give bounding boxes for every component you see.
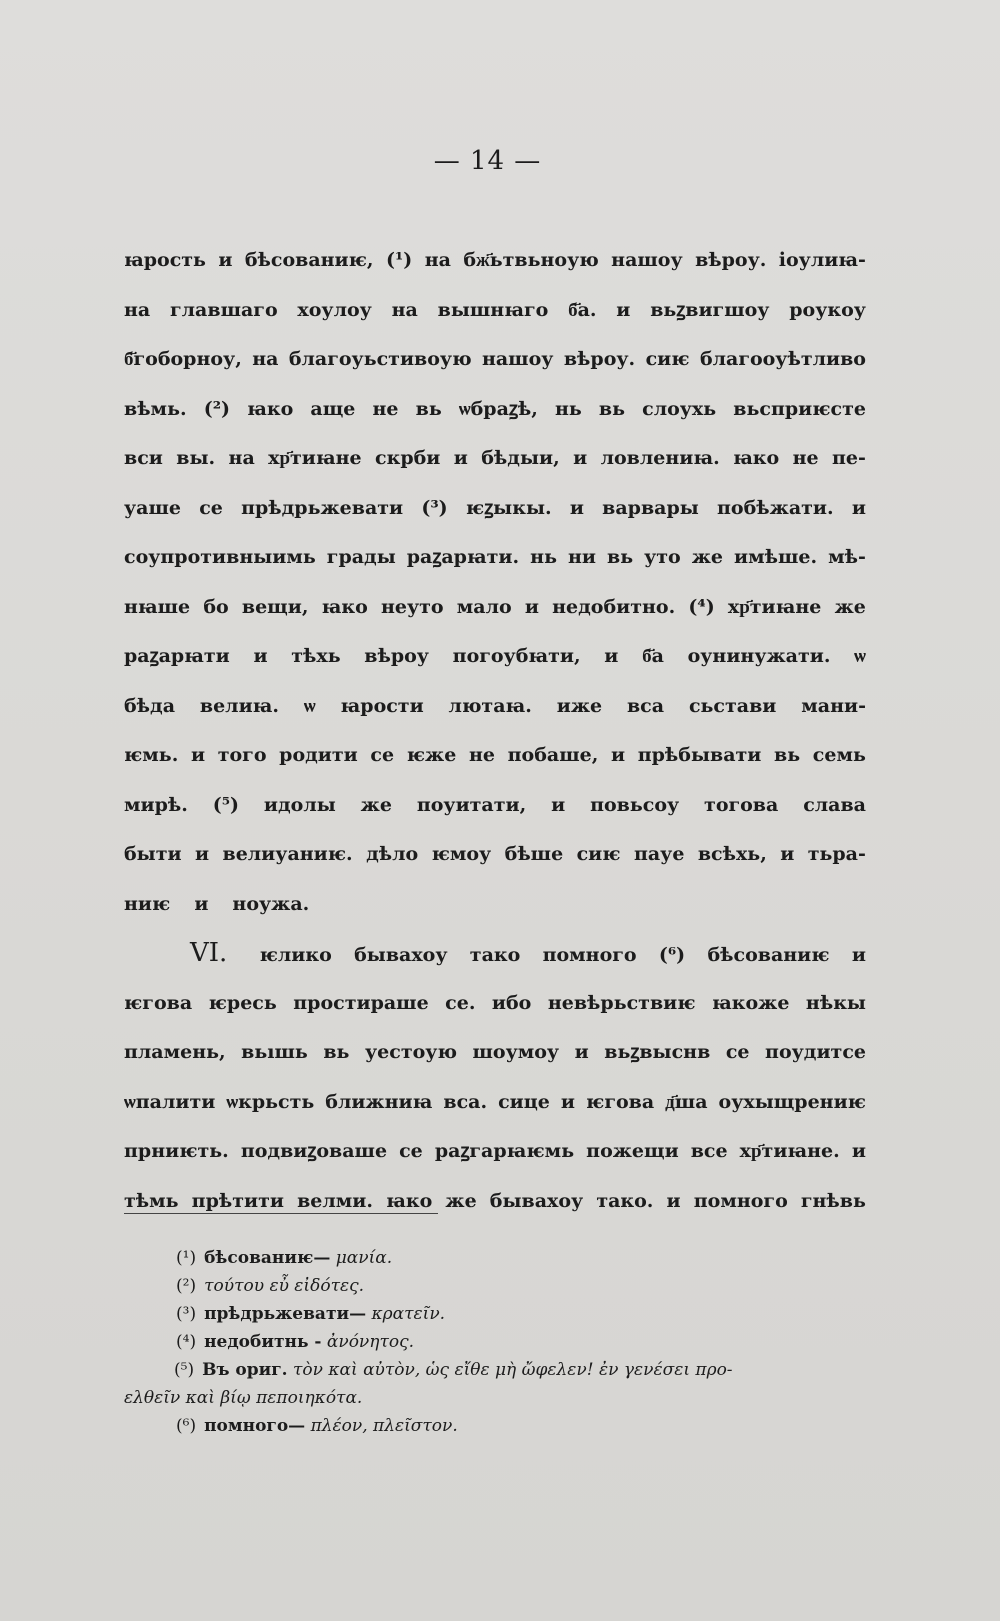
text-line [124,682,866,732]
word: ѥже [406,744,457,766]
word: семь [812,744,866,766]
word: помного [542,944,637,966]
word: на [228,447,255,469]
word: главшаго [170,298,278,321]
word: варвары [602,496,699,519]
word: и [851,1140,866,1162]
word: на [391,298,418,321]
word: же [445,1189,477,1212]
word: не [372,397,399,420]
word: нꙗше [124,595,191,618]
word: бж҃ьтвьноую [463,249,599,271]
word: се [199,496,223,519]
word: вь [415,397,442,420]
footnote-term: прѣдрьжевати— [204,1304,367,1324]
word: и [560,1090,575,1113]
footnote-greek: μανία. [335,1248,393,1268]
word: того [217,744,267,766]
word: шоумоу [472,1041,560,1063]
text-line [124,286,866,336]
word: на [252,348,279,370]
word: всѣхь, [697,843,767,865]
word: вь [598,397,625,420]
word: гнѣвь [800,1189,866,1212]
word: вьıшь [241,1041,308,1063]
word: родити [279,744,358,766]
word: и [218,249,233,271]
footnote-term: недобитнь - [204,1332,322,1352]
footnote-greek: τὸν καὶ αὐτὸν, ὡς εἴθε μὴ ὤφελεν! ἐν γενέσει προ- [293,1360,733,1380]
word: ꙗко [733,447,780,469]
word: бѣше [504,843,564,865]
word: ꙗрость [124,249,206,271]
text-line [124,434,866,484]
word: и [569,496,584,519]
word: нь [554,397,582,420]
text-line [124,929,866,979]
footnote [124,1244,866,1272]
word: хр҃тиꙗне [727,595,822,618]
footnote-greek: κρατεῖν. [371,1304,446,1324]
word: пламень, [124,1041,226,1063]
word: благооуѣтливо [699,348,866,370]
text-line [124,484,866,534]
word: мало [456,595,512,618]
word: и [190,744,206,766]
text-line [124,583,866,633]
footnote-marker: (³) [176,1304,197,1324]
word: имѣше. [734,546,818,568]
word: сиѥ [645,348,690,370]
text-line [124,632,866,682]
word: ѥгова [124,991,193,1014]
word: простираше [293,991,429,1014]
word: (⁶) [658,944,686,966]
word: ѡкрьсть [226,1090,315,1113]
word: подвиꙁоваше [240,1140,388,1162]
word: (⁴) [688,595,715,618]
word: уаше [124,496,181,519]
word: поуитати, [416,793,527,816]
word: іоулиꙗ- [778,249,866,271]
text-line [124,1127,866,1177]
footnote-greek: ἀνόνητος. [326,1332,415,1352]
page-number: — 14 — [433,146,542,176]
word: вѣмь. [124,397,187,420]
word: се [725,1041,750,1063]
footnotes [124,1244,866,1440]
word: (³) [421,496,448,519]
word: ꙗрости [340,694,424,717]
word: вы. [176,447,216,469]
word: ꙗкоже [712,991,790,1014]
word: роукоу [789,298,866,321]
text-line [124,1078,866,1128]
footnote-marker: (⁶) [176,1416,197,1436]
footnote-greek: πλέον, πλεῖστον. [310,1416,458,1436]
word: се [399,1140,423,1162]
word: вѣроу. [695,249,767,271]
word: соупротивныимь [124,546,316,568]
text-line [124,1177,866,1227]
footnote-term: бѣсованиѥ— [204,1248,331,1268]
word: бо [203,595,229,618]
word: мѣ- [828,546,866,568]
word: и [610,744,626,766]
word: и [616,298,631,321]
word: хр҃тиꙗне [268,447,362,469]
word: и [573,447,588,469]
word: велиꙗ. [199,694,280,717]
word: б҃а. [568,298,597,321]
word: прѣтити [191,1189,284,1212]
word: ѥмь. [124,744,179,766]
word: ноужа. [232,892,310,915]
footnote-marker: (⁴) [176,1332,197,1352]
word: ибо [491,991,532,1014]
body-text [124,236,866,1226]
word: вьꙁвыснв [604,1041,711,1063]
word: ѡбраꙁѣ, [458,397,538,420]
word: раꙁарꙗти. [406,546,520,568]
footnote-greek: τούτου εὖ εἰδότες. [204,1276,365,1296]
word: и [780,843,795,865]
word: вѣроу [364,645,429,667]
footnote [124,1356,866,1384]
text-line [124,979,866,1029]
word: поудитсе [765,1041,866,1063]
word: сьстави [688,694,777,717]
word: оунинужати. [687,645,831,667]
word: вещи, [241,595,309,618]
word: (⁵) [212,793,240,816]
word: вь [774,744,801,766]
word: сиѥ [576,843,621,865]
word: прниѥть. [124,1140,229,1162]
word: же [834,595,866,618]
footnote [124,1272,866,1300]
word: на [424,249,451,271]
word: бѣдыи, [481,447,560,469]
word: бывахоу [489,1189,584,1212]
word: нѣкы [805,991,866,1014]
word: пауе [633,843,685,865]
word: и [524,595,539,618]
word: вь [607,546,634,568]
word: невѣрьствиѥ [547,991,696,1014]
text-line [124,385,866,435]
word: слоухь [642,397,717,420]
word: не [468,744,495,766]
word: прѣдрьжевати [241,496,404,519]
word: мани- [801,694,866,717]
word: ѥлико [259,944,332,966]
word: вьсприѥсте [733,397,866,420]
word: же [691,546,724,568]
word: тако. [596,1189,654,1212]
footnote-term: Въ ориг. [202,1360,288,1380]
word: велми. [297,1189,373,1212]
word: нашоу [611,249,683,271]
word: уестоую [365,1041,457,1063]
word: (¹) [385,249,413,271]
word: и [604,645,619,667]
word: тогова [704,793,779,816]
word: ѡпалити [124,1090,216,1113]
word: се [370,744,395,766]
text-line [124,781,866,831]
footnote [124,1328,866,1356]
word: б҃а [642,645,664,667]
word: оухыщрениѥ [718,1090,866,1113]
text-line [124,830,866,880]
word: ѡ [303,694,316,717]
word: и [194,892,209,915]
word: грады [326,546,396,568]
word: побаше, [507,744,599,766]
word: велиуаниѥ. [222,843,353,865]
word: сице [498,1090,550,1113]
word: раꙁгарꙗѥмь [434,1140,575,1162]
word: иже [556,694,603,717]
word: помного [693,1189,788,1212]
word: вь [323,1041,350,1063]
word: (²) [203,397,231,420]
footnote-greek: ελθεῖν καὶ βίῳ πεποιηκότα. [124,1388,363,1408]
word: тѣмь [124,1189,179,1212]
word: тьра- [807,843,866,865]
word: хоулоу [297,298,372,321]
word: пе- [832,447,866,469]
word: бѣда [124,694,176,717]
word: идолы [263,793,336,816]
footnote [124,1384,866,1412]
word: вса. [443,1090,488,1113]
text-line [124,731,866,781]
word: вышнꙗго [437,298,549,321]
word: и [253,645,268,667]
word: и [851,496,866,519]
word: тѣхь [291,645,341,667]
word: ниѥ [124,892,171,915]
word: пожещи [586,1140,679,1162]
word: ѥресь [208,991,277,1014]
word: неуто [380,595,444,618]
word: бѣсованиѥ, [244,249,374,271]
word: вса [626,694,665,717]
word: и [453,447,468,469]
word: вси [124,447,163,469]
word: ни [567,546,596,568]
word: скрби [375,447,441,469]
text-line [124,533,866,583]
word: и [666,1189,681,1212]
word: погоубꙗти, [452,645,581,667]
word: ѥгова [586,1090,655,1113]
footnote-marker: (¹) [176,1248,197,1268]
word: ближниꙗ [325,1090,433,1113]
text-line [124,236,866,286]
word: вѣроу. [563,348,636,370]
word: нашоу [481,348,554,370]
section-number: VI. [190,938,228,968]
word: ꙗко [386,1189,433,1212]
word: хр҃тиꙗне. [739,1140,840,1162]
word: и [851,944,866,966]
word: слава [803,793,866,816]
word: не [792,447,819,469]
word: д҃ша [665,1090,708,1113]
word: уто [644,546,681,568]
word: вьꙁвигшоу [650,298,770,321]
word: ꙗко [247,397,294,420]
word: раꙁарꙗти [124,645,230,667]
word: и [551,793,566,816]
word: повьсоу [590,793,680,816]
text-line [124,880,866,930]
word: на [124,298,151,321]
footnote-marker: (⁵) [174,1360,195,1380]
word: бѣсованиѥ [707,944,830,966]
footnote [124,1300,866,1328]
footnote [124,1412,866,1440]
footnote-marker: (²) [176,1276,197,1296]
word: и [195,843,210,865]
word: и [574,1041,589,1063]
word: все [690,1140,728,1162]
word: нь [530,546,557,568]
word: мирѣ. [124,793,188,816]
footnote-divider [124,1213,438,1214]
word: быти [124,843,182,865]
word: прѣбывати [637,744,762,766]
word: лютаꙗ. [448,694,532,717]
word: аще [310,397,356,420]
word: тако [469,944,521,966]
word: ѡ [854,645,866,667]
word: дѣло [366,843,419,865]
word: ꙗко [321,595,368,618]
word: ѥꙁыкы. [465,496,552,519]
word: побѣжати. [717,496,834,519]
word: ѥмоу [431,843,492,865]
word: благоуьстивоую [288,348,472,370]
footnote-term: помного— [204,1416,306,1436]
text-line [124,1028,866,1078]
word: ловлениꙗ. [600,447,720,469]
text-line [124,335,866,385]
word: б҃гоборноу, [124,348,242,370]
word: недобитно. [552,595,676,618]
word: се. [445,991,476,1014]
word: же [360,793,392,816]
word: бывахоу [354,944,448,966]
